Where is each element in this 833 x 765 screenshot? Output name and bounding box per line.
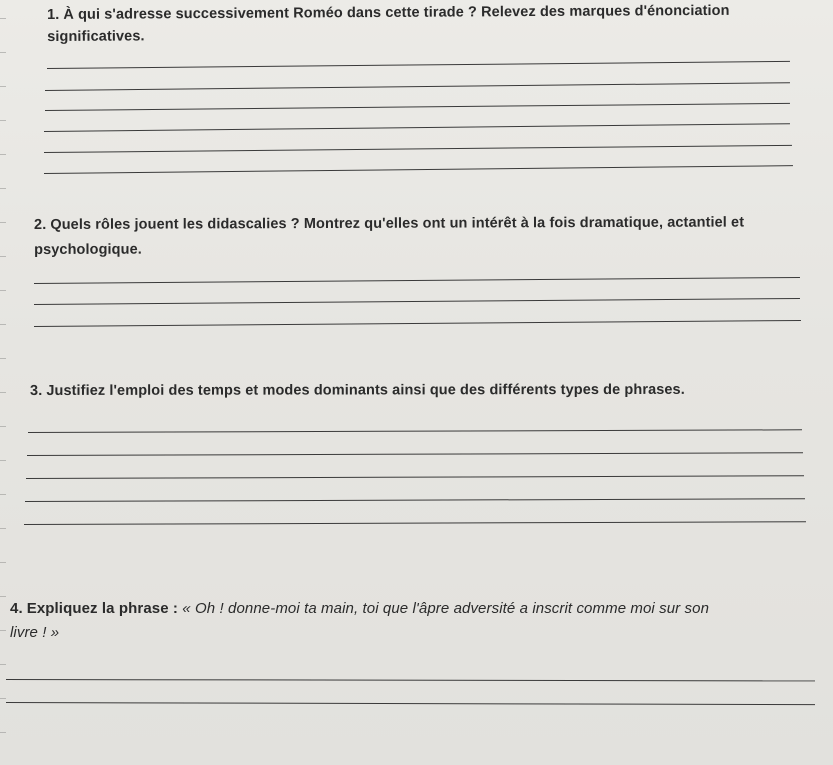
- question-number: 2.: [34, 216, 47, 233]
- question-text-line: Justifiez l'emploi des temps et modes dominants ainsi que des différents types de phrases.: [46, 381, 685, 399]
- answer-line[interactable]: [34, 298, 800, 305]
- answer-line[interactable]: [24, 521, 806, 525]
- question-text-line: psychologique.: [34, 241, 142, 258]
- quoted-phrase: « Oh ! donne-moi ta main, toi que l'âpre adversité a inscrit comme moi sur son: [182, 600, 710, 617]
- question-number: 4.: [10, 600, 23, 617]
- question-number: 1.: [47, 6, 60, 23]
- answer-line[interactable]: [27, 452, 803, 456]
- question-text-line: significatives.: [47, 28, 145, 45]
- answer-line[interactable]: [34, 277, 800, 284]
- question-number: 3.: [30, 382, 43, 399]
- answer-line[interactable]: [47, 61, 790, 69]
- question-text-line: Quels rôles jouent les didascalies ? Montrez qu'elles ont un intérêt à la fois dramatique, actantiel et: [50, 214, 745, 233]
- answer-line[interactable]: [6, 702, 815, 705]
- answer-line[interactable]: [25, 498, 805, 502]
- answer-line[interactable]: [34, 320, 801, 327]
- answer-line[interactable]: [26, 475, 804, 479]
- answer-line[interactable]: [6, 679, 815, 681]
- question-4: [10, 598, 709, 644]
- binder-margin: [0, 0, 6, 765]
- answer-line[interactable]: [45, 103, 790, 111]
- answer-line[interactable]: [28, 429, 802, 433]
- question-2: [34, 212, 744, 261]
- question-text-line: À qui s'adresse successivement Roméo dans cette tirade ? Relevez des marques d'énonciation: [63, 2, 730, 23]
- answer-line[interactable]: [44, 145, 792, 153]
- answer-line[interactable]: [44, 165, 793, 174]
- answer-line[interactable]: [44, 123, 790, 132]
- question-3: [30, 379, 685, 402]
- answer-line[interactable]: [45, 82, 790, 91]
- quoted-phrase-continuation: livre ! »: [10, 624, 60, 641]
- question-1: [47, 0, 730, 48]
- question-text-prefix: Expliquez la phrase :: [26, 600, 183, 617]
